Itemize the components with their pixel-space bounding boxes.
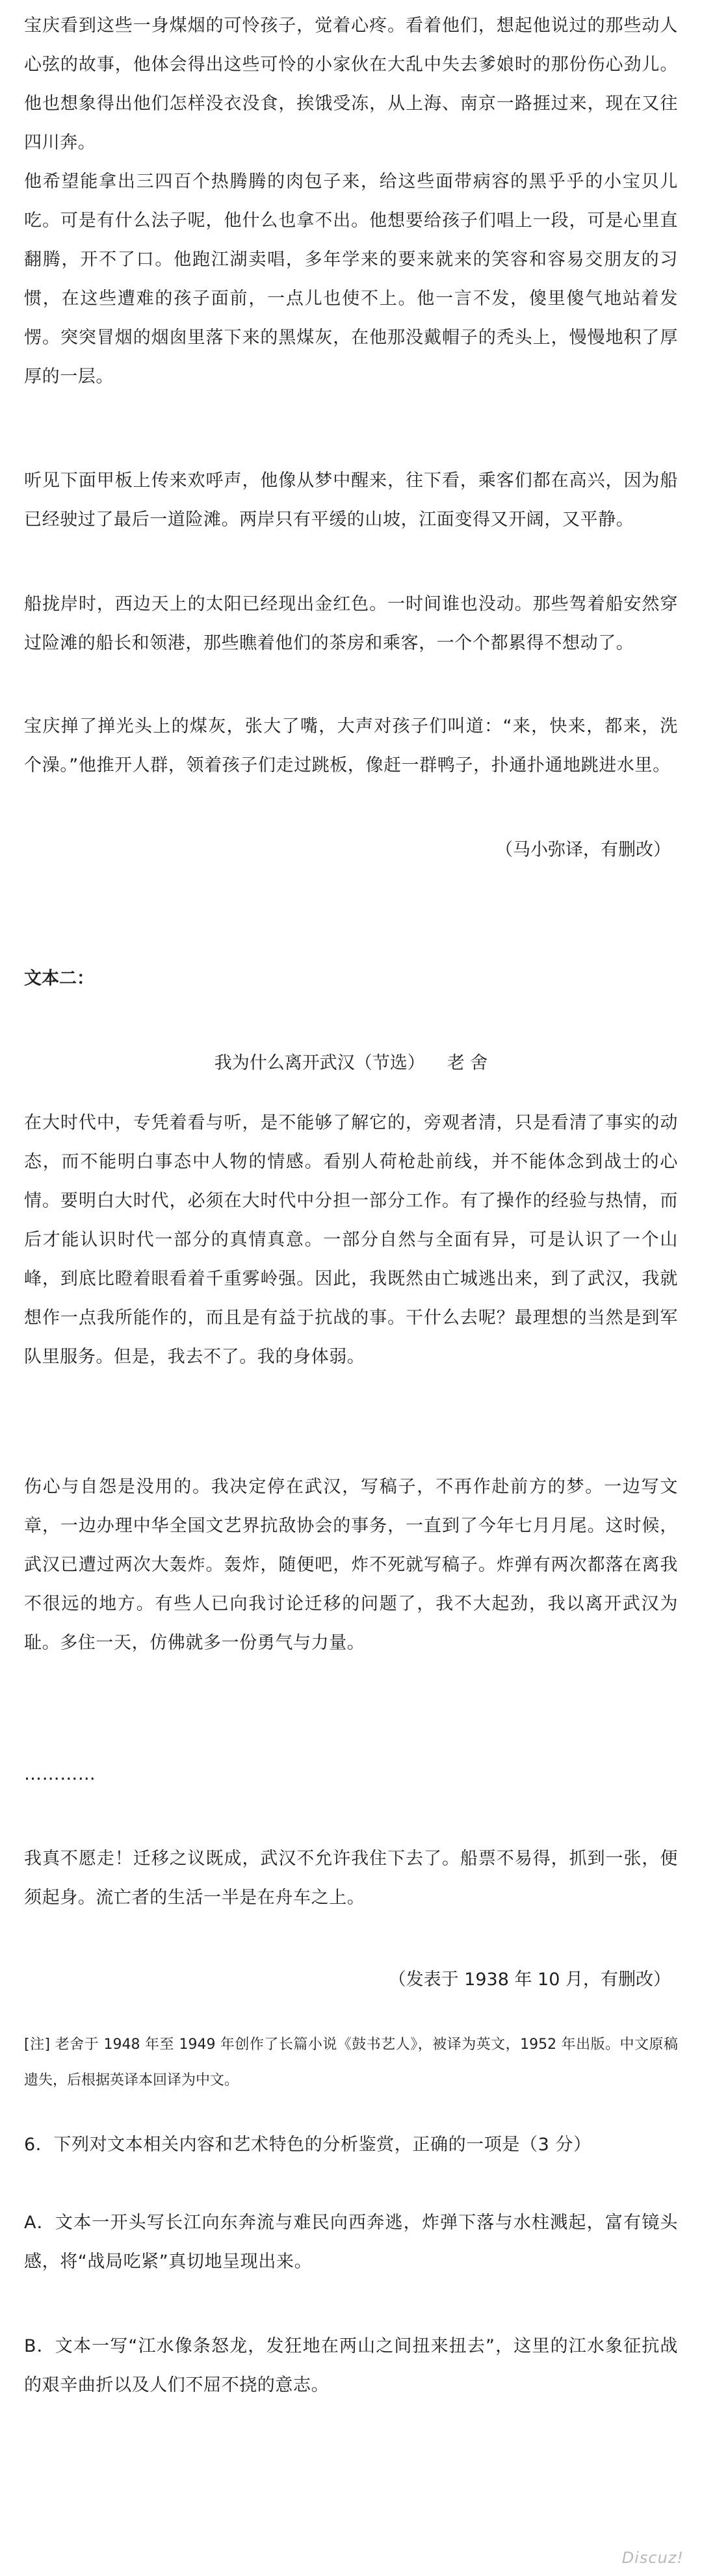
- text1-paragraph-5: 宝庆掸了掸光头上的煤灰，张大了嘴，大声对孩子们叫道：“来，快来，都来，洗个澡。”他推开人群，领着孩子们走过跳板，像赶一群鸭子，扑通扑通地跳进水里。: [24, 716, 678, 775]
- watermark-logo: Discuz!: [621, 2549, 684, 2567]
- text2-paragraph-2: 伤心与自怨是没用的。我决定停在武汉，写稿子，不再作赴前方的梦。一边写文章，一边办理中华全国文艺界抗敌协会的事务，一直到了今年七月月尾。这时候，武汉已遭过两次大轰炸。轰炸，随便吧，炸不死就写稿子。炸弹有两次都落在离我不很远的地方。有些人已向我讨论迁移的问题了，我不大起劲，我以离开武汉为耻。多住一天，仿佛就多一份勇气与力量。: [24, 1477, 678, 1653]
- text2-title: 我为什么离开武汉（节选）: [214, 1053, 425, 1073]
- question-stem: 6．下列对文本相关内容和艺术特色的分析鉴赏，正确的一项是（3 分）: [24, 2135, 592, 2155]
- text2-ellipsis: …………: [24, 1764, 96, 1784]
- option-a: A．文本一开头写长江向东奔流与难民向西奔逃，炸弹下落与水柱溅起，富有镜头感，将“战局吃紧”真切地呈现出来。: [24, 2213, 678, 2272]
- text1-source: （马小弥译，有删改）: [495, 840, 671, 860]
- text1-paragraph-1: 宝庆看到这些一身煤烟的可怜孩子，觉着心疼。看着他们，想起他说过的那些动人心弦的故事，他体会得出这些可怜的小家伙在大乱中失去爹娘时的那份伤心劲儿。他也想象得出他们怎样没衣没食，挨饿受冻，从上海、南京一路捱过来，现在又往四川奔。: [24, 16, 678, 153]
- text2-author: 老 舍: [447, 1053, 488, 1073]
- text2-source: （发表于 1938 年 10 月，有删改）: [388, 1970, 671, 1990]
- text2-paragraph-3: 我真不愿走！迁移之议既成，武汉不允许我住下去了。船票不易得，抓到一张，便须起身。流亡者的生活一半是在舟车之上。: [24, 1849, 678, 1908]
- footnote: [注] 老舍于 1948 年至 1949 年创作了长篇小说《鼓书艺人》，被译为英文，1952 年出版。中文原稿遗失，后根据英译本回译为中文。: [24, 2036, 678, 2088]
- text2-title-line: [0, 1044, 702, 1083]
- text2-paragraph-1: 在大时代中，专凭着看与听，是不能够了解它的，旁观者清，只是看清了事实的动态，而不能明白事态中人物的情感。看别人荷枪赴前线，并不能体念到战士的心情。要明白大时代，必须在大时代中分担一部分工作。有了操作的经验与热情，而后才能认识时代一部分的真情真意。一部分自然与全面有异，可是认识了一个山峰，到底比瞪着眼看着千重雾岭强。因此，我既然由亡城逃出来，到了武汉，我就想作一点我所能作的，而且是有益于抗战的事。干什么去呢？最理想的当然是到军队里服务。但是，我去不了。我的身体弱。: [24, 1113, 678, 1367]
- text2-heading: 文本二：: [24, 969, 94, 989]
- text1-paragraph-2: 他希望能拿出三四百个热腾腾的肉包子来，给这些面带病容的黑乎乎的小宝贝儿吃。可是有什么法子呢，他什么也拿不出。他想要给孩子们唱上一段，可是心里直翻腾，开不了口。他跑江湖卖唱，多年学来的要来就来的笑容和容易交朋友的习惯，在这些遭难的孩子面前，一点儿也使不上。他一言不发，傻里傻气地站着发愣。突突冒烟的烟囱里落下来的黑煤灰，在他那没戴帽子的秃头上，慢慢地积了厚厚的一层。: [24, 172, 678, 387]
- text1-paragraph-3: 听见下面甲板上传来欢呼声，他像从梦中醒来，往下看，乘客们都在高兴，因为船已经驶过了最后一道险滩。两岸只有平缓的山坡，江面变得又开阔，又平静。: [24, 471, 678, 530]
- text1-paragraph-4: 船拢岸时，西边天上的太阳已经现出金红色。一时间谁也没动。那些驾着船安然穿过险滩的船长和领港，那些瞧着他们的茶房和乘客，一个个都累得不想动了。: [24, 594, 678, 653]
- option-b: B．文本一写“江水像条怒龙，发狂地在两山之间扭来扭去”，这里的江水象征抗战的艰辛曲折以及人们不屈不挠的意志。: [24, 2336, 678, 2395]
